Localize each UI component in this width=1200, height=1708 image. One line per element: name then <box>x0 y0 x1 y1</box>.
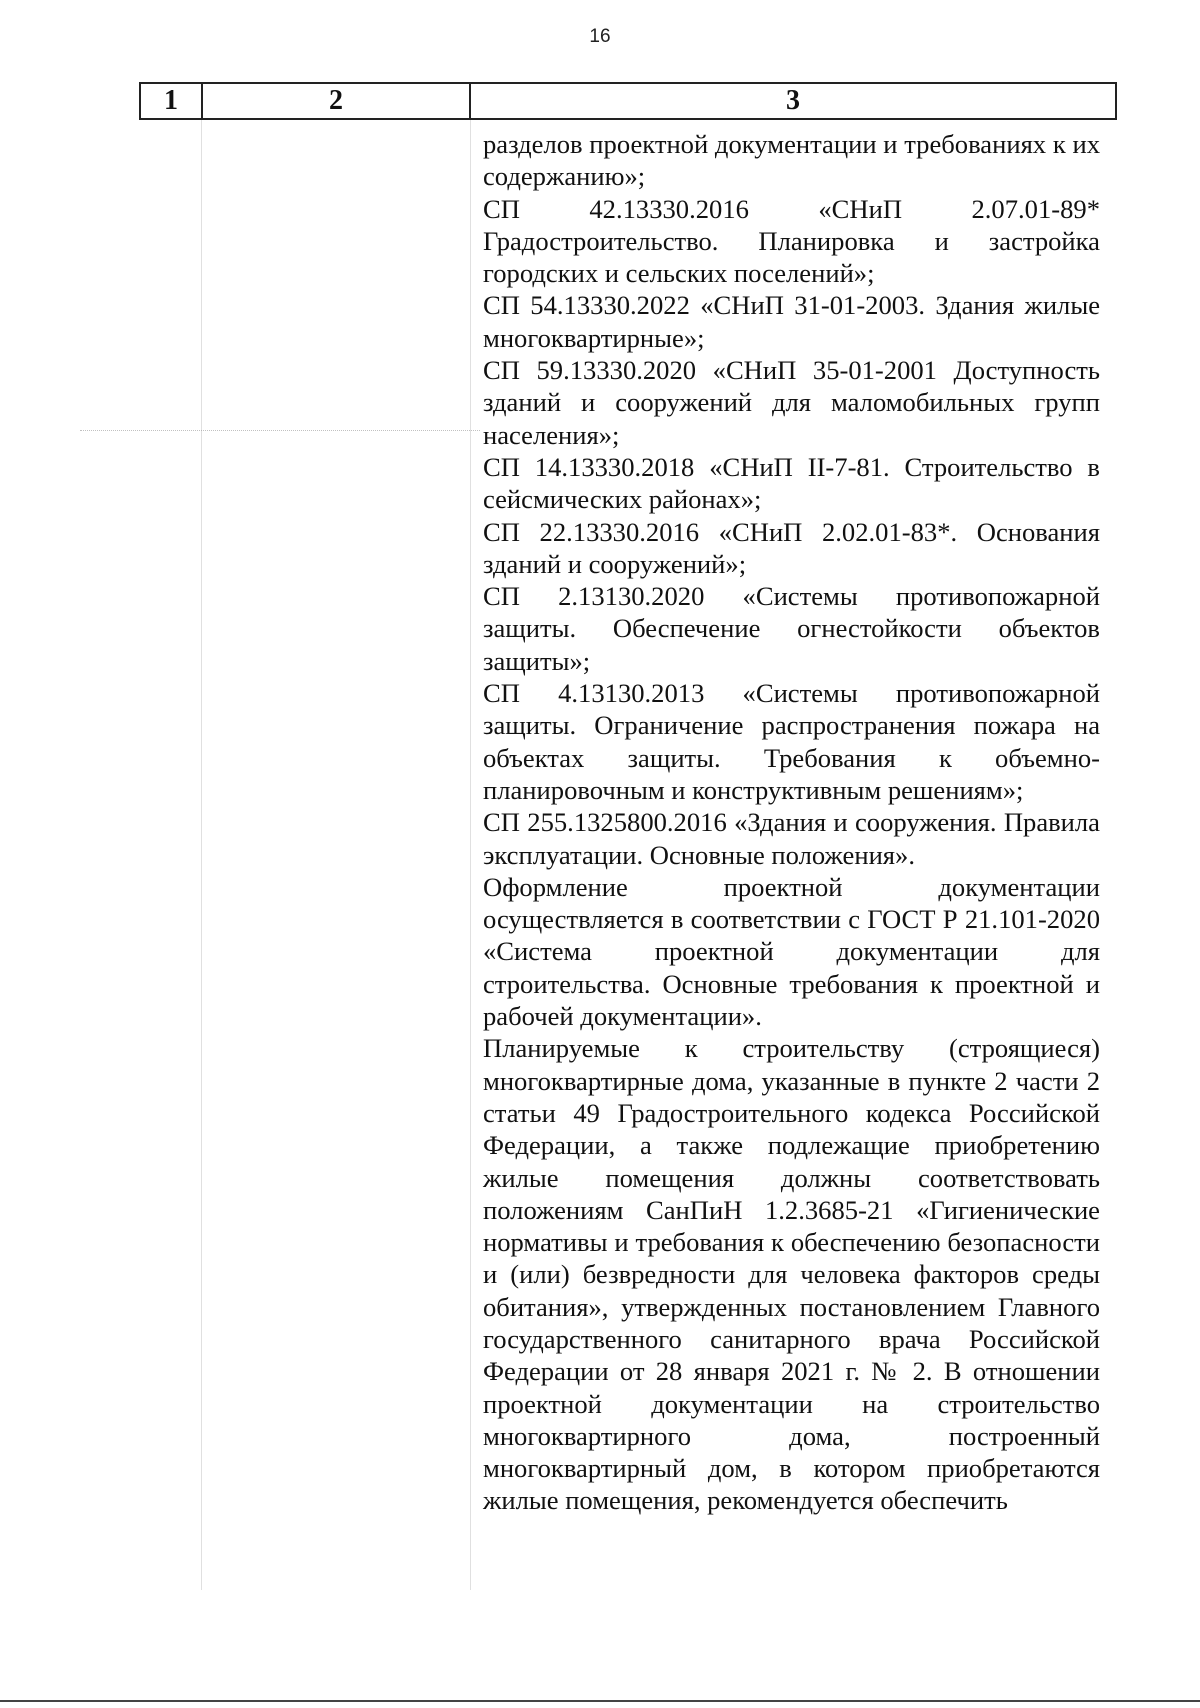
paragraph: СП 4.13130.2013 «Системы противопожарной защиты. Ограничение распространения пожара на объектах защиты. Требования к объемно-планировочным и конструктивным решениям»; <box>483 678 1100 805</box>
scan-artifact-line <box>80 430 480 432</box>
table-header-col-2: 2 <box>203 84 471 118</box>
paragraph: СП 255.1325800.2016 «Здания и сооружения. Правила эксплуатации. Основные положения». <box>483 807 1100 870</box>
page-bottom-edge <box>0 1700 1200 1702</box>
paragraph: Оформление проектной документации осуществляется в соответствии с ГОСТ Р 21.101-2020 «Система проектной документации для строительства. Основные требования к проектной и рабочей документации». <box>483 871 1100 1032</box>
paragraph: СП 54.13330.2022 «СНиП 31-01-2003. Здания жилые многоквартирные»; <box>483 290 1100 353</box>
table-header-col-3: 3 <box>786 85 800 116</box>
paragraph: СП 14.13330.2018 «СНиП II-7-81. Строительство в сейсмических районах»; <box>483 451 1100 515</box>
paragraph: СП 22.13330.2016 «СНиП 2.02.01-83*. Основания зданий и сооружений»; <box>483 516 1100 579</box>
table-header-col-1: 1 <box>141 84 203 118</box>
paragraph: разделов проектной документации и требованиях к их содержанию»; <box>483 129 1100 192</box>
table-header-row <box>139 82 1117 120</box>
paragraph: Планируемые к строительству (строящиеся) многоквартирные дома, указанные в пункте 2 части 2 статьи 49 Градостроительного кодекса Российской Федерации, а также подлежащие приобретению жилые помещения должны соответствовать положениям СанПиН 1.2.3685-21 «Гигиенические нормативы и требования к обеспечению безопасности и (или) безвредности для человека факторов среды обитания», утвержденных постановлением Главного государственного санитарного врача Российской Федерации от 28 января 2021 г. № 2. В отношении проектной документации на строительство многоквартирного дома, построенный многоквартирный дом, в котором приобретаются жилые помещения, рекомендуется обеспечить <box>483 1033 1100 1516</box>
paragraph: СП 42.13330.2016 «СНиП 2.07.01-89* Градостроительство. Планировка и застройка городских и сельских поселений»; <box>483 193 1100 289</box>
paragraph: СП 59.13330.2020 «СНиП 35-01-2001 Доступность зданий и сооружений для маломобильных групп населения»; <box>483 355 1100 450</box>
column-divider <box>201 120 202 1590</box>
column-divider <box>470 120 471 1590</box>
column-3-text <box>483 128 1100 1517</box>
page-number: 16 <box>589 26 611 47</box>
paragraph: СП 2.13130.2020 «Системы противопожарной защиты. Обеспечение огнестойкости объектов защиты»; <box>483 581 1100 676</box>
